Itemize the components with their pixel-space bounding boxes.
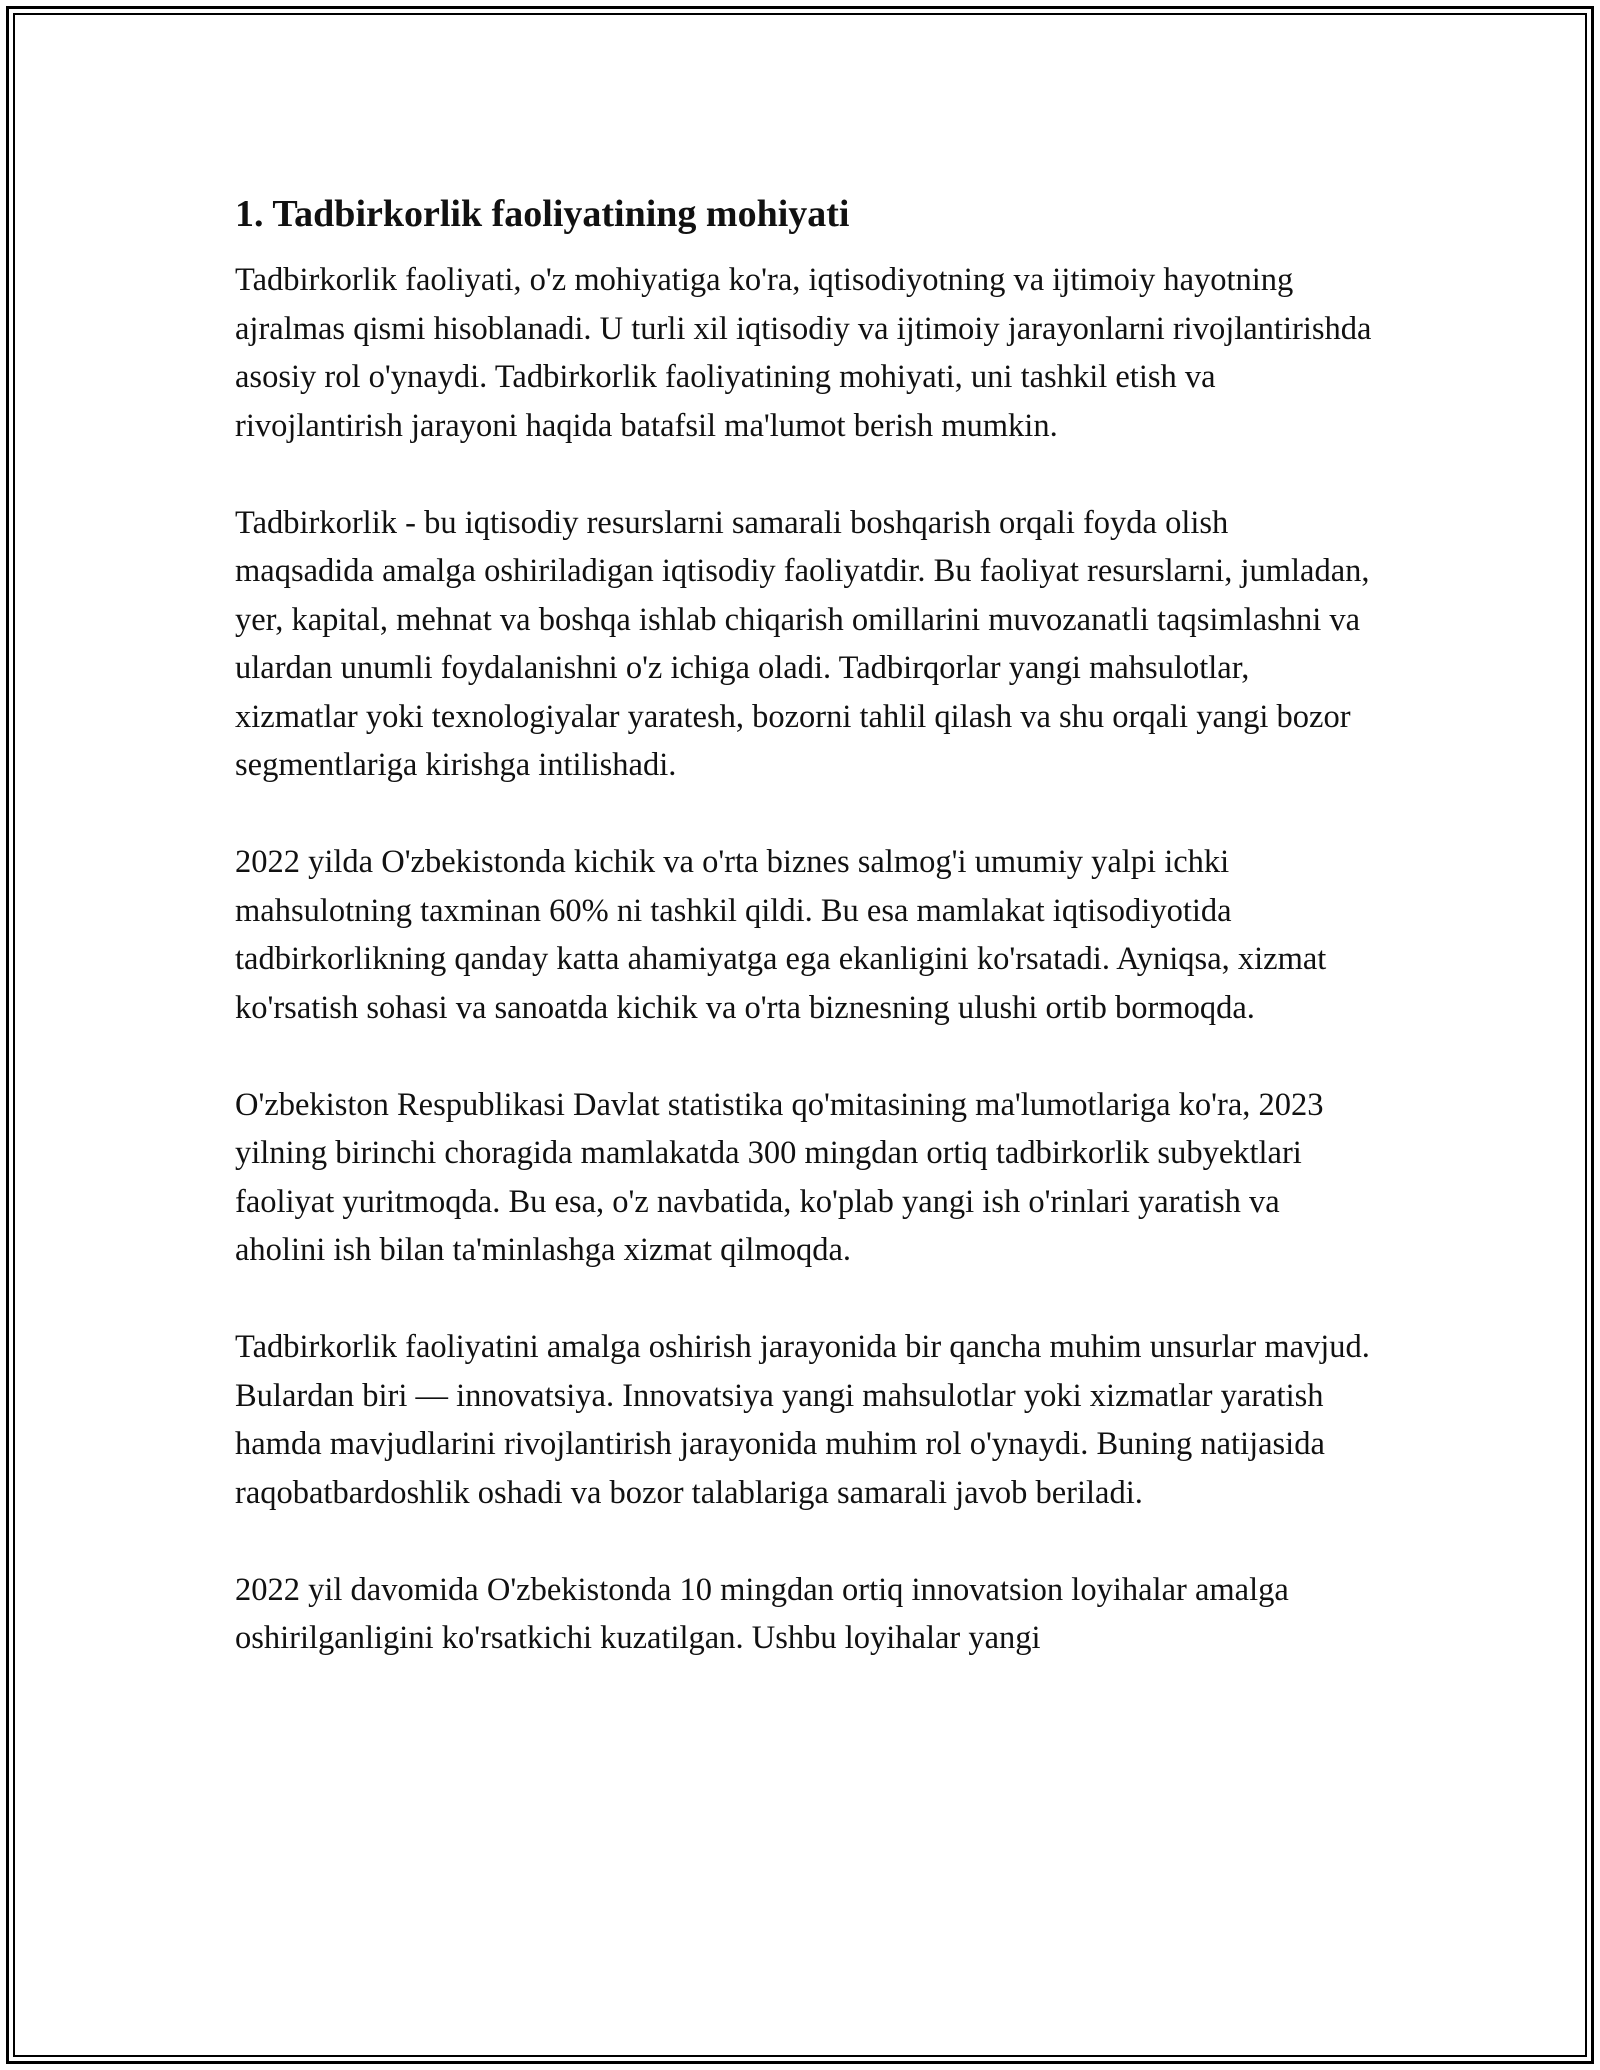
section-heading: 1. Tadbirkorlik faoliyatining mohiyati [235, 193, 850, 235]
paragraph-3: 2022 yilda O'zbekistonda kichik va o'rta biznes salmog'i umumiy yalpi ichki mahsulotning taxminan 60% ni tashkil qildi. Bu esa mamlakat iqtisodiyotida tadbirkorlikning qanday katta ahamiyatga ega ekanligini ko'rsatadi. Ayniqsa, xizmat ko'rsatish sohasi va sanoatda kichik va o'rta biznesning ulushi ortib bormoqda. [235, 844, 1327, 1026]
document-body [235, 186, 1375, 1711]
paragraph-2: Tadbirkorlik - bu iqtisodiy resurslarni samarali boshqarish orqali foyda olish maqsadida amalga oshiriladigan iqtisodiy faoliyatdir. Bu faoliyat resurslarni, jumladan, yer, kapital, mehnat va boshqa ishlab chiqarish omillarini muvozanatli taqsimlashni va ulardan unumli foydalanishni o'z ichiga oladi. Tadbirqorlar yangi mahsulotlar, xizmatlar yoki texnologiyalar yaratesh, bozorni tahlil qilash va shu orqali yangi bozor segmentlariga kirishga intilishadi. [235, 504, 1370, 783]
paragraph-4: O'zbekiston Respublikasi Davlat statistika qo'mitasining ma'lumotlariga ko'ra, 2023 yilning birinchi choragida mamlakatda 300 mingdan ortiq tadbirkorlik subyektlari faoliyat yuritmoqda. Bu esa, o'z navbatida, ko'plab yangi ish o'rinlari yaratish va aholini ish bilan ta'minlashga xizmat qilmoqda. [235, 1086, 1324, 1268]
paragraph-6: 2022 yil davomida O'zbekistonda 10 mingdan ortiq innovatsion loyihalar amalga oshirilganligini ko'rsatkichi kuzatilgan. Ushbu loyihalar yangi [235, 1571, 1289, 1656]
paragraph-1: Tadbirkorlik faoliyati, o'z mohiyatiga ko'ra, iqtisodiyotning va ijtimoiy hayotning ajralmas qismi hisoblanadi. U turli xil iqtisodiy va ijtimoiy jarayonlarni rivojlantirishda asosiy rol o'ynaydi. Tadbirkorlik faoliyatining mohiyati, uni tashkil etish va rivojlantirish jarayoni haqida batafsil ma'lumot berish mumkin. [235, 262, 1372, 444]
paragraph-5: Tadbirkorlik faoliyatini amalga oshirish jarayonida bir qancha muhim unsurlar mavjud. Bulardan biri — innovatsiya. Innovatsiya yangi mahsulotlar yoki xizmatlar yaratish hamda mavjudlarini rivojlantirish jarayonida muhim rol o'ynaydi. Buning natijasida raqobatbardoshlik oshadi va bozor talablariga samarali javob beriladi. [235, 1329, 1370, 1511]
